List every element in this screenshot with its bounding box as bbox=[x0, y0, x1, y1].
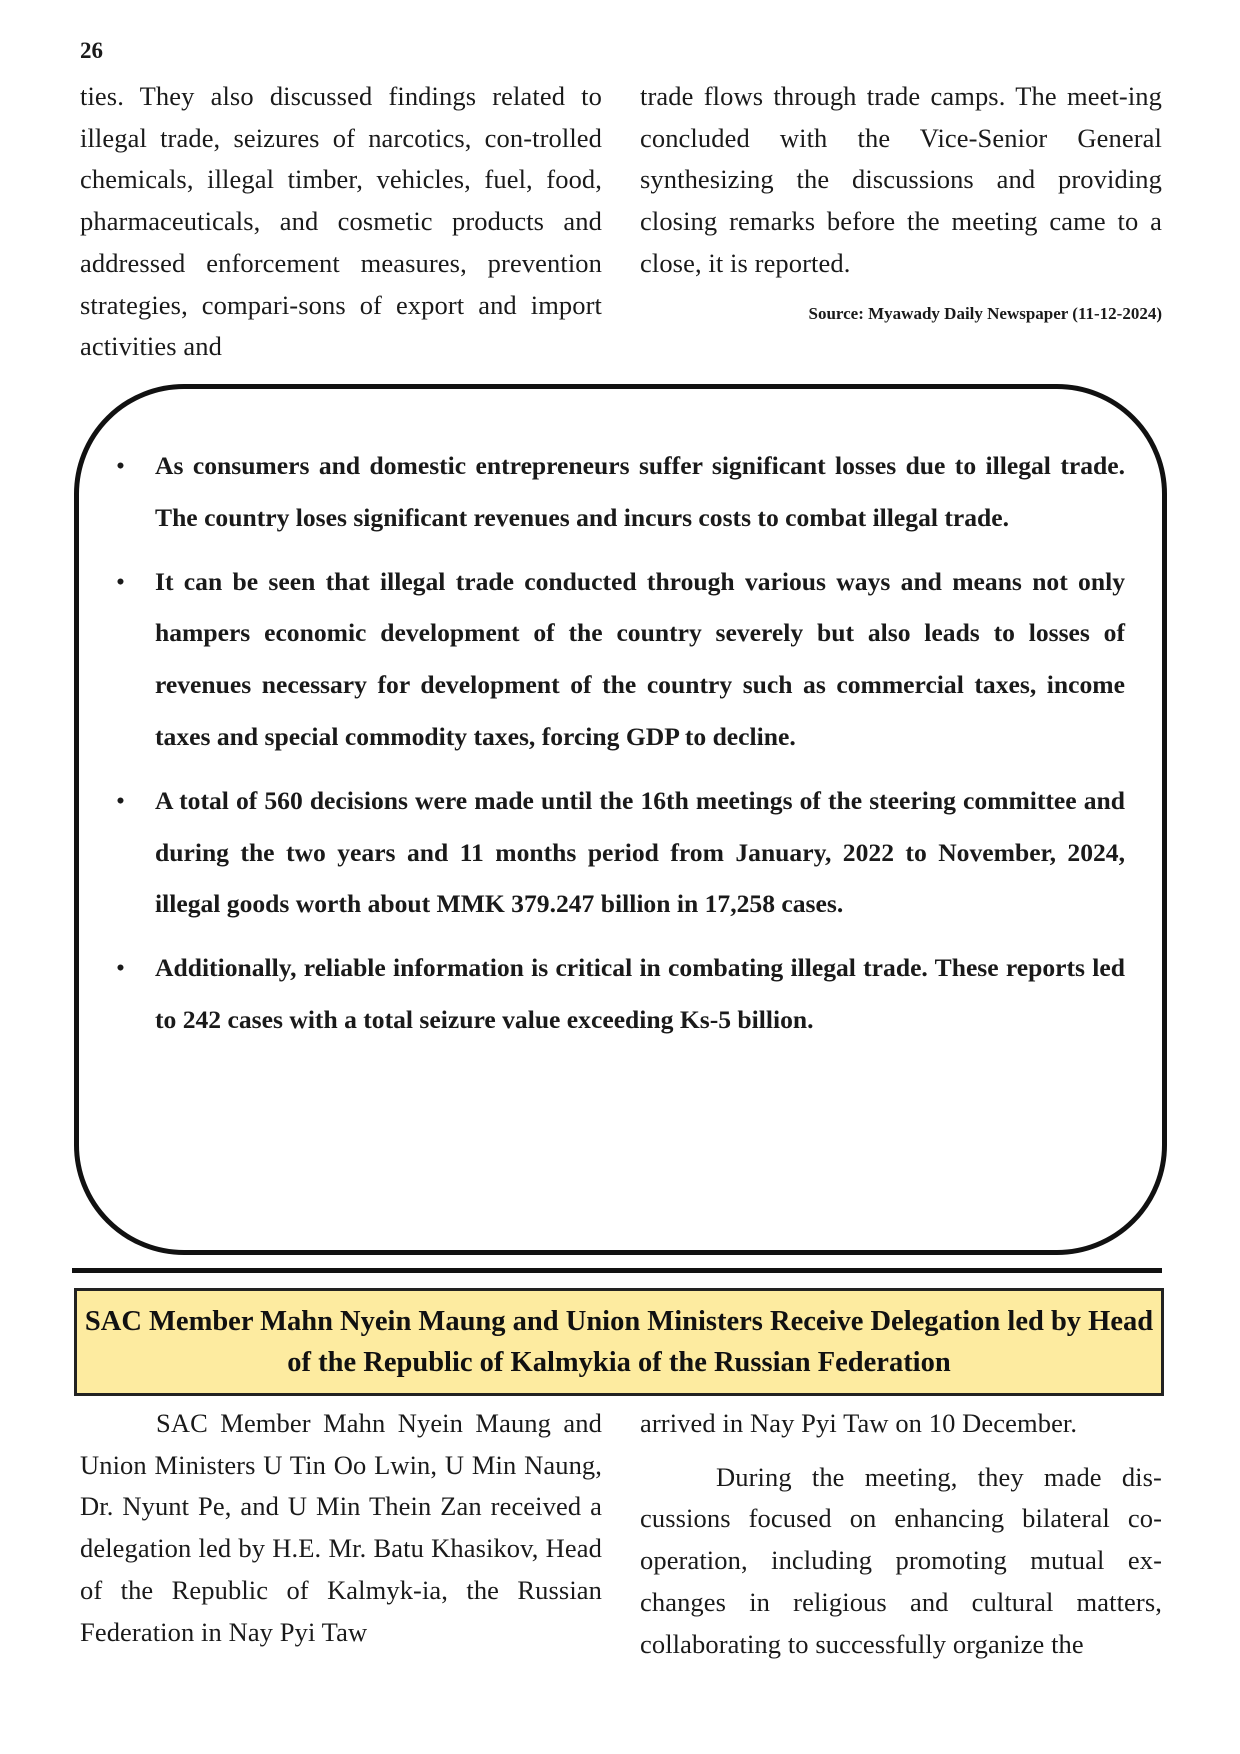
bullet-item bbox=[110, 440, 1125, 544]
article-headline: SAC Member Mahn Nyein Maung and Union Ministers Receive Delegation led by Head of the Republic of Kalmykia of the Russian Federation bbox=[84, 1306, 1154, 1378]
section-divider bbox=[72, 1268, 1162, 1273]
article-top-right-column bbox=[640, 76, 1162, 285]
headline-box bbox=[74, 1288, 1164, 1396]
bullet-icon: • bbox=[116, 953, 125, 983]
article-top-left-text: ties. They also discussed findings related to illegal trade, seizures of narcotics, con-trolled chemicals, illegal timber, vehicles, fuel, food, pharmaceuticals, and cosmetic products and addressed enforcement measures, prevention strategies, compari-sons of export and import activities and bbox=[80, 81, 602, 362]
bullet-text: A total of 560 decisions were made until the 16th meetings of the steering committee and during the two years and 11 months period from January, 2022 to November, 2024, illegal goods worth about MMK 379.247 billion in 17,258 cases. bbox=[155, 785, 1125, 919]
highlight-bullet-list bbox=[110, 440, 1125, 1058]
source-citation: Source: Myawady Daily Newspaper (11-12-2024) bbox=[808, 304, 1162, 323]
bullet-item bbox=[110, 942, 1125, 1046]
bullet-icon: • bbox=[116, 451, 125, 480]
article-bottom-right-text-2: During the meeting, they made dis-cussions focused on enhancing bilateral co-operation, including promoting mutual ex-changes in religious and cultural matters, collaborating to successfully organize the bbox=[640, 1461, 1162, 1659]
bullet-icon: • bbox=[116, 785, 125, 815]
article-bottom-right-column bbox=[640, 1403, 1162, 1665]
bullet-item bbox=[110, 556, 1125, 763]
article-bottom-left-column bbox=[80, 1403, 602, 1653]
article-bottom-right-text-1: arrived in Nay Pyi Taw on 10 December. bbox=[640, 1408, 1078, 1438]
article-top-right-text: trade flows through trade camps. The meet-ing concluded with the Vice-Senior General synthesizing the discussions and providing closing remarks before the meeting came to a close, it is reported. bbox=[640, 81, 1162, 278]
article-bottom-left-text: SAC Member Mahn Nyein Maung and Union Ministers U Tin Oo Lwin, U Min Naung, Dr. Nyunt Pe, and U Min Thein Zan received a delegation led by H.E. Mr. Batu Khasikov, Head of the Republic of Kalmyk-ia, the Russian Federation in Nay Pyi Taw bbox=[80, 1408, 602, 1647]
article-top-left-column bbox=[80, 76, 602, 368]
bullet-item bbox=[110, 775, 1125, 930]
page-number: 26 bbox=[80, 38, 103, 63]
bullet-text: As consumers and domestic entrepreneurs suffer significant losses due to illegal trade. The country loses significant revenues and incurs costs to combat illegal trade. bbox=[155, 451, 1125, 532]
bullet-text: It can be seen that illegal trade conducted through various ways and means not only hampers economic development of the country severely but also leads to losses of revenues necessary for development of the country such as commercial taxes, income taxes and special commodity taxes, forcing GDP to decline. bbox=[155, 566, 1125, 751]
bullet-text: Additionally, reliable information is critical in combating illegal trade. These reports led to 242 cases with a total seizure value exceeding Ks-5 billion. bbox=[155, 953, 1125, 1034]
bullet-icon: • bbox=[116, 566, 125, 596]
